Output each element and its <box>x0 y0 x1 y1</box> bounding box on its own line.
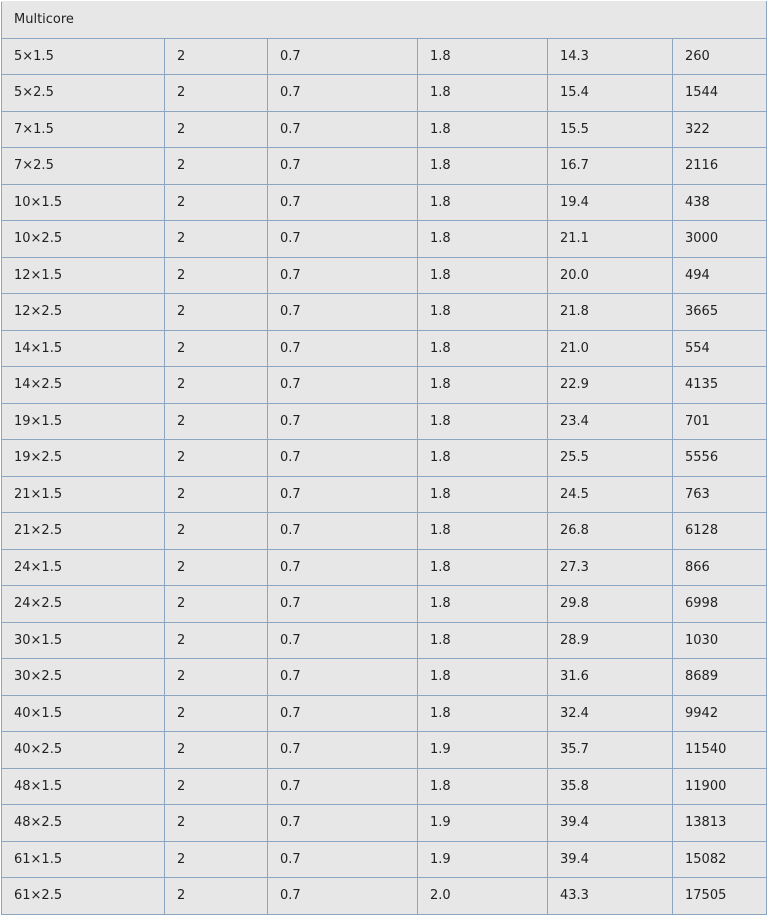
col-4-cell: 1.8 <box>418 184 548 221</box>
col-3-cell: 0.7 <box>268 513 418 550</box>
col-5-cell: 35.8 <box>548 768 673 805</box>
col-2-cell: 2 <box>165 878 268 915</box>
col-5-cell: 15.4 <box>548 75 673 112</box>
col-6-cell: 3000 <box>673 221 767 258</box>
col-3-cell: 0.7 <box>268 659 418 696</box>
col-6-cell: 1030 <box>673 622 767 659</box>
col-2-cell: 2 <box>165 768 268 805</box>
col-2-cell: 2 <box>165 38 268 75</box>
col-3-cell: 0.7 <box>268 221 418 258</box>
cores-size-cell: 19×2.5 <box>2 440 165 477</box>
col-6-cell: 1544 <box>673 75 767 112</box>
col-2-cell: 2 <box>165 476 268 513</box>
col-4-cell: 1.8 <box>418 257 548 294</box>
col-2-cell: 2 <box>165 403 268 440</box>
table-row <box>2 257 767 294</box>
table-row <box>2 695 767 732</box>
table-row <box>2 367 767 404</box>
col-3-cell: 0.7 <box>268 586 418 623</box>
col-4-cell: 2.0 <box>418 878 548 915</box>
cable-spec-table <box>1 1 767 915</box>
col-3-cell: 0.7 <box>268 476 418 513</box>
col-6-cell: 2116 <box>673 148 767 185</box>
col-5-cell: 14.3 <box>548 38 673 75</box>
col-4-cell: 1.8 <box>418 330 548 367</box>
cores-size-cell: 10×1.5 <box>2 184 165 221</box>
cores-size-cell: 12×1.5 <box>2 257 165 294</box>
cores-size-cell: 40×2.5 <box>2 732 165 769</box>
col-3-cell: 0.7 <box>268 403 418 440</box>
col-4-cell: 1.8 <box>418 111 548 148</box>
col-2-cell: 2 <box>165 367 268 404</box>
table-row <box>2 622 767 659</box>
col-3-cell: 0.7 <box>268 294 418 331</box>
cores-size-cell: 48×2.5 <box>2 805 165 842</box>
col-3-cell: 0.7 <box>268 367 418 404</box>
col-2-cell: 2 <box>165 257 268 294</box>
cores-size-cell: 19×1.5 <box>2 403 165 440</box>
col-4-cell: 1.8 <box>418 440 548 477</box>
col-6-cell: 9942 <box>673 695 767 732</box>
table-row <box>2 75 767 112</box>
col-4-cell: 1.8 <box>418 294 548 331</box>
col-3-cell: 0.7 <box>268 695 418 732</box>
col-2-cell: 2 <box>165 148 268 185</box>
col-3-cell: 0.7 <box>268 805 418 842</box>
col-6-cell: 4135 <box>673 367 767 404</box>
col-2-cell: 2 <box>165 622 268 659</box>
cores-size-cell: 24×1.5 <box>2 549 165 586</box>
col-5-cell: 21.1 <box>548 221 673 258</box>
col-5-cell: 32.4 <box>548 695 673 732</box>
table-row <box>2 403 767 440</box>
col-2-cell: 2 <box>165 549 268 586</box>
section-label: Multicore <box>2 2 767 39</box>
col-4-cell: 1.8 <box>418 768 548 805</box>
col-2-cell: 2 <box>165 805 268 842</box>
col-3-cell: 0.7 <box>268 768 418 805</box>
table-row <box>2 221 767 258</box>
col-4-cell: 1.8 <box>418 586 548 623</box>
cores-size-cell: 12×2.5 <box>2 294 165 331</box>
table-body <box>2 2 767 915</box>
col-2-cell: 2 <box>165 440 268 477</box>
cores-size-cell: 30×2.5 <box>2 659 165 696</box>
col-4-cell: 1.8 <box>418 75 548 112</box>
col-6-cell: 11540 <box>673 732 767 769</box>
col-5-cell: 29.8 <box>548 586 673 623</box>
cores-size-cell: 21×2.5 <box>2 513 165 550</box>
col-4-cell: 1.8 <box>418 513 548 550</box>
col-3-cell: 0.7 <box>268 148 418 185</box>
col-5-cell: 20.0 <box>548 257 673 294</box>
cores-size-cell: 48×1.5 <box>2 768 165 805</box>
col-5-cell: 31.6 <box>548 659 673 696</box>
table-row <box>2 38 767 75</box>
col-6-cell: 8689 <box>673 659 767 696</box>
col-6-cell: 3665 <box>673 294 767 331</box>
col-2-cell: 2 <box>165 111 268 148</box>
col-6-cell: 701 <box>673 403 767 440</box>
col-2-cell: 2 <box>165 221 268 258</box>
col-5-cell: 26.8 <box>548 513 673 550</box>
col-6-cell: 17505 <box>673 878 767 915</box>
col-4-cell: 1.8 <box>418 367 548 404</box>
col-2-cell: 2 <box>165 695 268 732</box>
col-4-cell: 1.8 <box>418 549 548 586</box>
col-4-cell: 1.9 <box>418 841 548 878</box>
col-3-cell: 0.7 <box>268 184 418 221</box>
table-row <box>2 476 767 513</box>
col-6-cell: 322 <box>673 111 767 148</box>
col-3-cell: 0.7 <box>268 878 418 915</box>
col-5-cell: 22.9 <box>548 367 673 404</box>
col-6-cell: 763 <box>673 476 767 513</box>
col-2-cell: 2 <box>165 732 268 769</box>
table-row <box>2 148 767 185</box>
col-6-cell: 13813 <box>673 805 767 842</box>
table-row <box>2 549 767 586</box>
section-header-row <box>2 2 767 39</box>
col-6-cell: 438 <box>673 184 767 221</box>
table-row <box>2 878 767 915</box>
col-6-cell: 494 <box>673 257 767 294</box>
col-2-cell: 2 <box>165 841 268 878</box>
cores-size-cell: 14×2.5 <box>2 367 165 404</box>
cores-size-cell: 5×2.5 <box>2 75 165 112</box>
col-5-cell: 16.7 <box>548 148 673 185</box>
table-row <box>2 768 767 805</box>
table-row <box>2 513 767 550</box>
col-3-cell: 0.7 <box>268 440 418 477</box>
col-6-cell: 866 <box>673 549 767 586</box>
cores-size-cell: 40×1.5 <box>2 695 165 732</box>
cores-size-cell: 61×2.5 <box>2 878 165 915</box>
col-6-cell: 6128 <box>673 513 767 550</box>
col-4-cell: 1.8 <box>418 695 548 732</box>
col-2-cell: 2 <box>165 513 268 550</box>
table-row <box>2 805 767 842</box>
col-3-cell: 0.7 <box>268 330 418 367</box>
col-3-cell: 0.7 <box>268 38 418 75</box>
col-5-cell: 15.5 <box>548 111 673 148</box>
col-4-cell: 1.9 <box>418 732 548 769</box>
col-5-cell: 43.3 <box>548 878 673 915</box>
col-6-cell: 11900 <box>673 768 767 805</box>
col-3-cell: 0.7 <box>268 549 418 586</box>
table-row <box>2 659 767 696</box>
col-2-cell: 2 <box>165 184 268 221</box>
col-3-cell: 0.7 <box>268 111 418 148</box>
col-5-cell: 39.4 <box>548 805 673 842</box>
cores-size-cell: 5×1.5 <box>2 38 165 75</box>
col-4-cell: 1.8 <box>418 38 548 75</box>
cores-size-cell: 7×2.5 <box>2 148 165 185</box>
col-5-cell: 35.7 <box>548 732 673 769</box>
col-6-cell: 260 <box>673 38 767 75</box>
table-row <box>2 586 767 623</box>
col-5-cell: 23.4 <box>548 403 673 440</box>
col-6-cell: 6998 <box>673 586 767 623</box>
col-3-cell: 0.7 <box>268 622 418 659</box>
col-3-cell: 0.7 <box>268 75 418 112</box>
col-5-cell: 25.5 <box>548 440 673 477</box>
col-2-cell: 2 <box>165 294 268 331</box>
table-row <box>2 184 767 221</box>
col-4-cell: 1.8 <box>418 403 548 440</box>
table-row <box>2 841 767 878</box>
col-4-cell: 1.8 <box>418 221 548 258</box>
col-4-cell: 1.8 <box>418 476 548 513</box>
cores-size-cell: 7×1.5 <box>2 111 165 148</box>
table-row <box>2 330 767 367</box>
col-5-cell: 21.8 <box>548 294 673 331</box>
col-2-cell: 2 <box>165 75 268 112</box>
cores-size-cell: 61×1.5 <box>2 841 165 878</box>
cores-size-cell: 21×1.5 <box>2 476 165 513</box>
col-4-cell: 1.8 <box>418 622 548 659</box>
table-row <box>2 732 767 769</box>
table-row <box>2 294 767 331</box>
col-5-cell: 21.0 <box>548 330 673 367</box>
cores-size-cell: 24×2.5 <box>2 586 165 623</box>
col-5-cell: 27.3 <box>548 549 673 586</box>
col-3-cell: 0.7 <box>268 257 418 294</box>
col-5-cell: 19.4 <box>548 184 673 221</box>
table-row <box>2 111 767 148</box>
cores-size-cell: 30×1.5 <box>2 622 165 659</box>
col-2-cell: 2 <box>165 586 268 623</box>
col-5-cell: 24.5 <box>548 476 673 513</box>
col-3-cell: 0.7 <box>268 841 418 878</box>
col-4-cell: 1.8 <box>418 148 548 185</box>
col-3-cell: 0.7 <box>268 732 418 769</box>
col-2-cell: 2 <box>165 330 268 367</box>
col-5-cell: 28.9 <box>548 622 673 659</box>
col-4-cell: 1.8 <box>418 659 548 696</box>
cores-size-cell: 14×1.5 <box>2 330 165 367</box>
col-6-cell: 554 <box>673 330 767 367</box>
col-6-cell: 15082 <box>673 841 767 878</box>
col-5-cell: 39.4 <box>548 841 673 878</box>
table-row <box>2 440 767 477</box>
col-2-cell: 2 <box>165 659 268 696</box>
cores-size-cell: 10×2.5 <box>2 221 165 258</box>
col-4-cell: 1.9 <box>418 805 548 842</box>
col-6-cell: 5556 <box>673 440 767 477</box>
